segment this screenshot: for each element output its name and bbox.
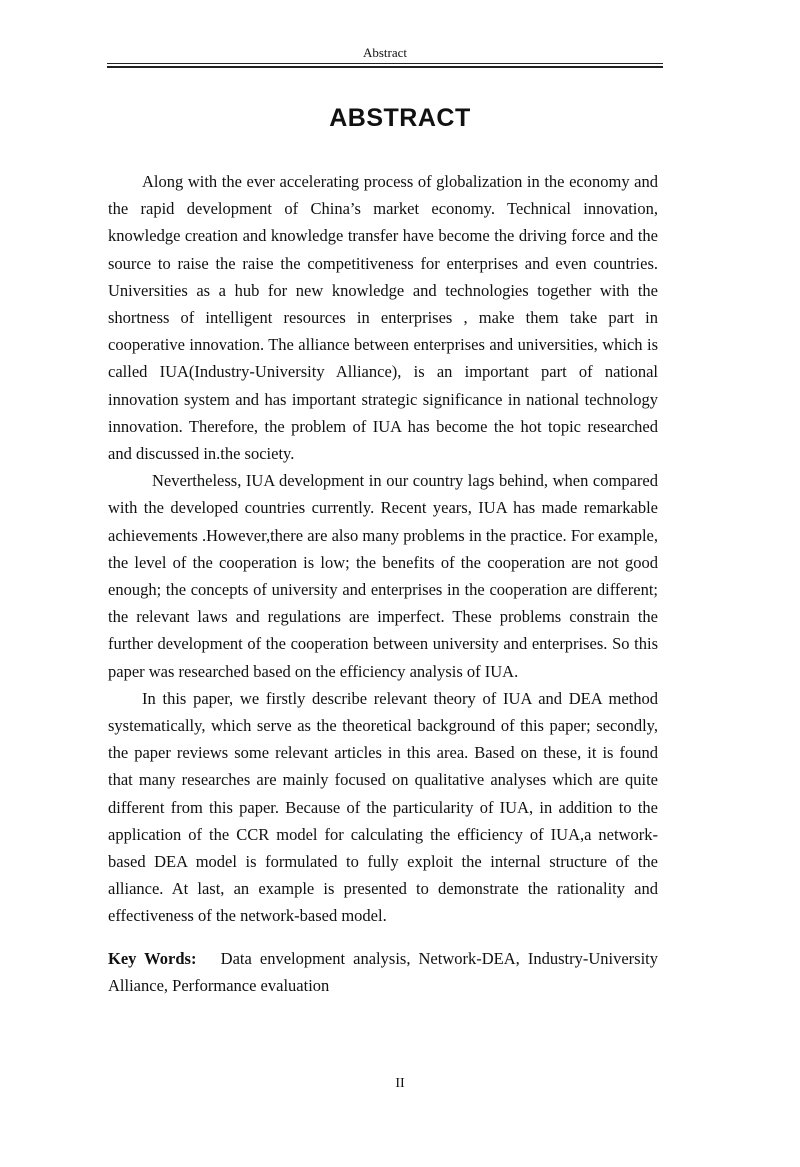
keywords-text: Data envelopment analysis, Network-DEA, Industry-University Alliance, Performance evaluation xyxy=(108,949,658,996)
keywords-block xyxy=(108,945,658,999)
page-title: ABSTRACT xyxy=(329,104,471,132)
page-number: II xyxy=(395,1076,405,1091)
keywords-label: Key Words: xyxy=(108,949,197,968)
header-rule-thick xyxy=(107,66,663,68)
abstract-body xyxy=(108,168,658,930)
header-rule-thin xyxy=(107,63,663,64)
running-header: Abstract xyxy=(362,45,408,60)
abstract-paragraph-3: In this paper, we firstly describe relevant theory of IUA and DEA method systematically, which serve as the theoretical background of this paper; secondly, the paper reviews some relevant articles in this area. Based on these, it is found that many researches are mainly focused on qualitative analyses which are quite different from this paper. Because of the particularity of IUA, in addition to the application of the CCR model for calculating the efficiency of IUA,a network-based DEA model is formulated to fully exploit the internal structure of the alliance. At last, an example is presented to demonstrate the rationality and effectiveness of the network-based model. xyxy=(108,688,658,926)
abstract-paragraph-1: Along with the ever accelerating process of globalization in the economy and the rapid development of China’s market economy. Technical innovation, knowledge creation and knowledge transfer have become the driving force and the source to raise the raise the competitiveness for enterprises and even countries. Universities as a hub for new knowledge and technologies together with the shortness of intelligent resources in enterprises , make them take part in cooperative innovation. The alliance between enterprises and universities, which is called IUA(Industry-University Alliance), is an important part of national innovation system and has important strategic significance in national technology innovation. Therefore, the problem of IUA has become the hot topic researched and discussed in.the society. xyxy=(108,172,658,464)
abstract-paragraph-2: Nevertheless, IUA development in our country lags behind, when compared with the developed countries currently. Recent years, IUA has made remarkable achievements .However,there are also many problems in the practice. For example, the level of the cooperation is low; the benefits of the cooperation are not good enough; the concepts of university and enterprises in the cooperation are different; the relevant laws and regulations are imperfect. These problems constrain the further development of the cooperation between university and enterprises. So this paper was researched based on the efficiency analysis of IUA. xyxy=(108,471,658,681)
